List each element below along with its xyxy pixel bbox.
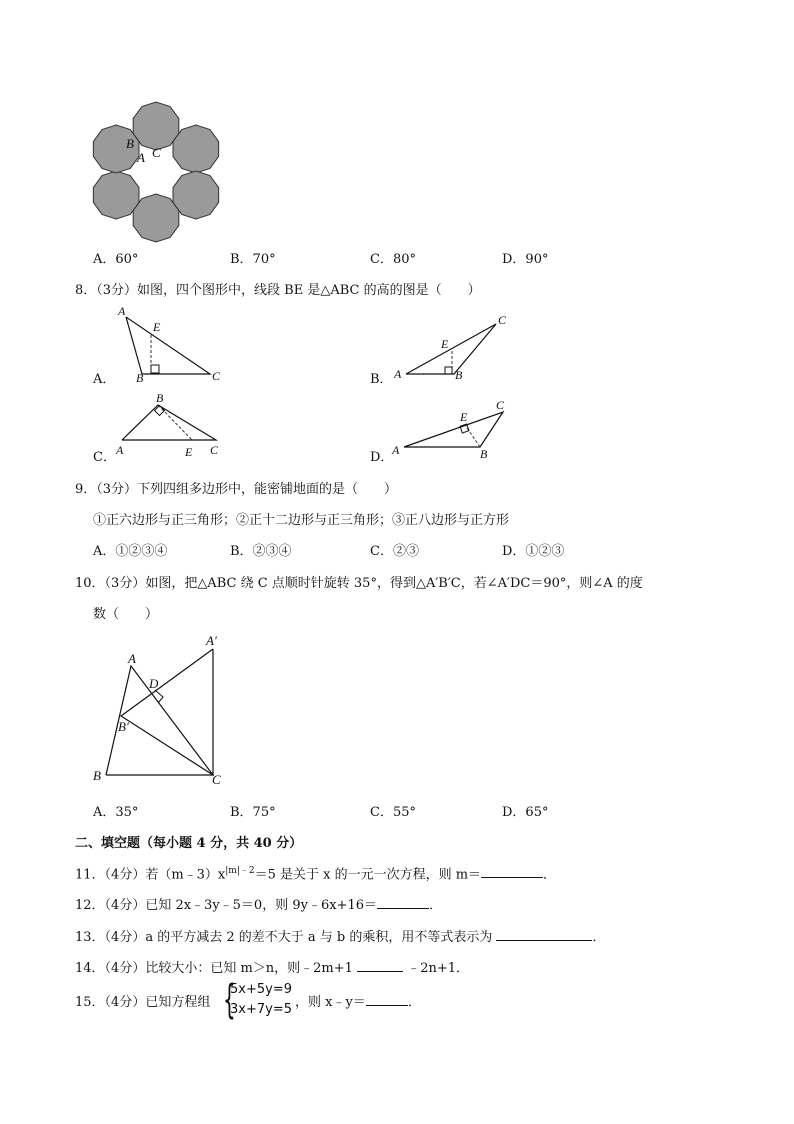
q8-option-c: C．: [93, 450, 116, 465]
q8d-label-c: C: [496, 398, 505, 412]
q8d-label-a: A: [392, 443, 400, 457]
q10-label-a-prime: A′: [206, 633, 217, 648]
q11-suffix: ＝5 是关于 x 的一元一次方程，则 m＝: [254, 867, 482, 883]
q13-answer-blank[interactable]: [496, 928, 592, 941]
q7-label-c: C: [152, 145, 161, 160]
q13-prefix: 13．（4分）a 的平方减去 2 的差不大于 a 与 b 的乘积，用不等式表示为: [75, 930, 493, 945]
q8c-label-a: A: [116, 443, 124, 457]
q8d-label-e: E: [460, 410, 468, 424]
q10-label-a: A: [128, 651, 136, 666]
q11-line: [75, 863, 556, 882]
q15-tail: [295, 991, 421, 1010]
q10-option-a: A．35°: [93, 805, 139, 820]
decagon-tile: [133, 194, 179, 242]
q9-option-c: C．②③: [370, 544, 419, 559]
q12-answer-blank[interactable]: [377, 896, 429, 909]
section2-title: 二、填空题（每小题 4 分，共 40 分）: [75, 836, 303, 851]
q15-brace: {: [223, 977, 236, 1023]
q8b-label-e: E: [441, 337, 449, 351]
q9-option-d: D．①②③: [502, 544, 565, 559]
q10-stem-line1: 10．（3分）如图，把△ABC 绕 C 点顺时针旋转 35°，得到△A′B′C，若∠A′DC＝90°，则∠A 的度: [75, 576, 643, 591]
q10-option-c: C．55°: [370, 805, 416, 820]
q8a-label-e: E: [153, 320, 161, 334]
q8-option-d: D．: [370, 450, 394, 465]
q10-label-b: B: [93, 768, 101, 783]
q11-end: ．: [543, 867, 557, 883]
q8-figure-d: [388, 392, 518, 462]
q14-answer-blank[interactable]: [357, 959, 403, 972]
q14-prefix: 14．（4分）比较大小：已知 m＞n，则﹣2m+1: [75, 961, 353, 976]
q15-prefix: 15．（4分）已知方程组: [75, 995, 211, 1010]
q11-prefix: 11．（4分）若（m﹣3）x: [75, 867, 226, 883]
q7-label-b: B: [126, 136, 134, 151]
q15-equation-2: 3x+7y=5: [230, 1002, 292, 1017]
q15-answer-blank[interactable]: [366, 993, 408, 1006]
q10-label-c: C: [212, 772, 221, 787]
q9-option-b: B．②③④: [230, 544, 292, 559]
q8a-label-b: B: [136, 371, 144, 385]
q8-figure-b: [388, 308, 518, 388]
q10-label-b-prime: B′: [118, 719, 129, 734]
q8-option-b: B．: [370, 372, 393, 387]
q15-equation-1: 5x+5y=9: [230, 982, 292, 997]
q13-line: [75, 926, 606, 945]
q12-prefix: 12．（4分）已知 2x﹣3y﹣5＝0，则 9y﹣6x+16＝: [75, 898, 377, 913]
q14-suffix: ﹣2n+1．: [407, 961, 470, 976]
q7-option-c: C．80°: [370, 252, 416, 267]
q13-end: ．: [592, 930, 606, 945]
q12-end: ．: [429, 898, 443, 913]
decagon-tile: [133, 102, 179, 150]
q10-rotation-figure: [85, 625, 235, 790]
q8a-label-c: C: [212, 369, 221, 383]
decagon-tile: [173, 125, 219, 173]
q11-exponent: |m|﹣2: [225, 866, 255, 876]
q8c-label-e: E: [185, 445, 193, 459]
q11-answer-blank[interactable]: [481, 865, 543, 878]
q7-label-a: A: [137, 150, 145, 165]
q12-line: [75, 894, 442, 913]
q9-stem: 9．（3分）下列四组多边形中，能密铺地面的是（ ）: [75, 482, 398, 497]
q8-figure-a: [112, 300, 232, 385]
q8b-label-b: B: [455, 368, 463, 382]
q8-stem: 8．（3分）如图，四个图形中，线段 BE 是△ABC 的高的图是（ ）: [75, 283, 481, 298]
q7-decagon-ring-figure: [88, 96, 224, 246]
q8b-label-a: A: [394, 367, 402, 381]
q10-option-d: D．65°: [502, 805, 549, 820]
q10-option-b: B．75°: [230, 805, 276, 820]
q15-suffix: ，则 x﹣y＝: [295, 995, 366, 1010]
q15-end: ．: [407, 995, 421, 1010]
q7-option-d: D．90°: [502, 252, 549, 267]
q14-line: [75, 957, 469, 976]
q8-option-a: A．: [93, 372, 116, 387]
q8-figure-c: [112, 388, 227, 460]
q10-label-d: D: [149, 676, 159, 691]
q9-statements: ①正六边形与正三角形；②正十二边形与正三角形；③正八边形与正方形: [93, 513, 510, 528]
q9-option-a: A．①②③④: [93, 544, 168, 559]
q7-option-a: A．60°: [93, 252, 139, 267]
decagon-tile: [173, 171, 219, 219]
q8c-label-b: B: [156, 391, 164, 405]
q8a-label-a: A: [118, 304, 126, 318]
q8c-label-c: C: [210, 443, 219, 457]
q8d-label-b: B: [480, 447, 488, 461]
q7-option-b: B．70°: [230, 252, 276, 267]
decagon-tile: [93, 171, 139, 219]
q8b-label-c: C: [498, 313, 507, 327]
q10-stem-line2: 数（ ）: [93, 607, 159, 622]
